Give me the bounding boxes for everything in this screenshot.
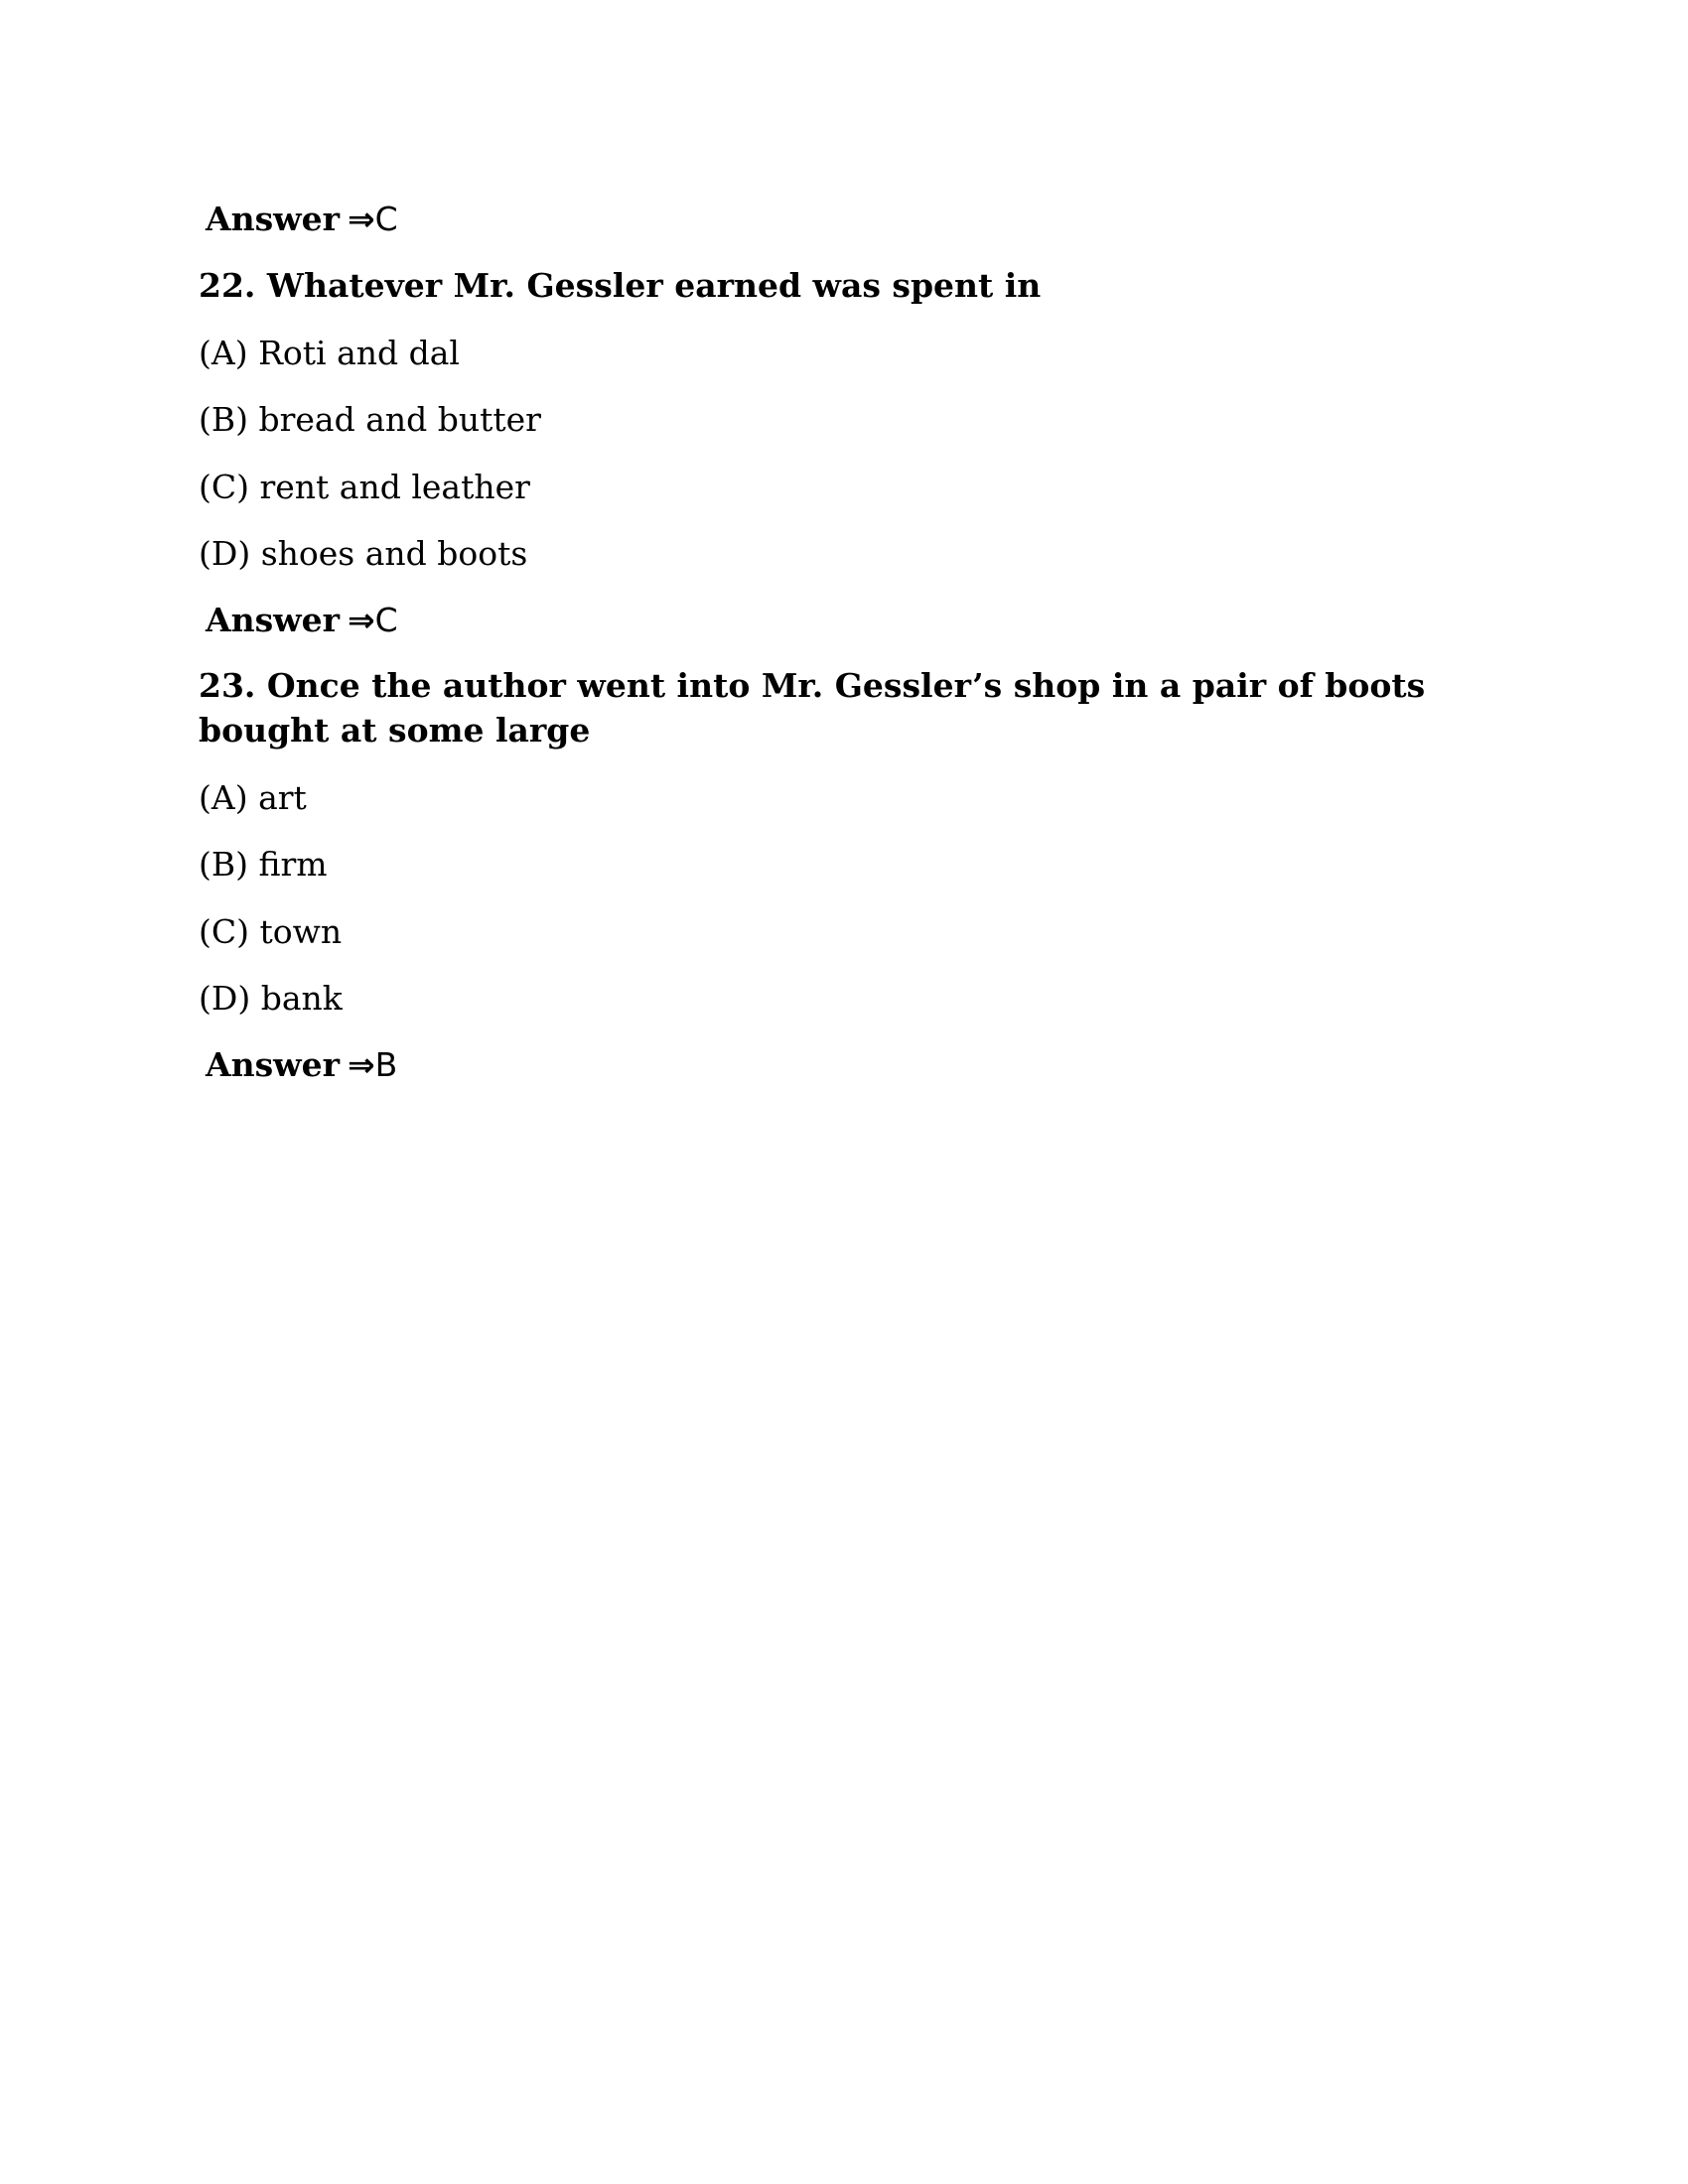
answer-label: Answer	[206, 601, 340, 639]
answer-23	[206, 1042, 397, 1087]
answer-label: Answer	[206, 200, 340, 238]
answer-label: Answer	[206, 1045, 340, 1084]
implies-arrow-icon: ⇒	[347, 601, 375, 639]
q23-option-a: (A) art	[199, 778, 307, 817]
question-23: 23. Once the author went into Mr. Gessler’s shop in a pair of boots bought at some large	[199, 666, 1426, 750]
q22-option-c: (C) rent and leather	[199, 468, 530, 506]
implies-arrow-icon: ⇒	[347, 1045, 375, 1084]
answer-value: C	[374, 601, 398, 639]
answer-22	[206, 598, 398, 642]
answer-value: B	[374, 1045, 398, 1084]
answer-21	[206, 197, 398, 241]
q22-option-d: (D) shoes and boots	[199, 534, 528, 573]
q23-option-b: (B) firm	[199, 845, 328, 884]
question-22: 22. Whatever Mr. Gessler earned was spent in	[199, 266, 1042, 305]
q22-option-a: (A) Roti and dal	[199, 334, 460, 372]
q23-option-c: (C) town	[199, 912, 343, 951]
answer-value: C	[374, 200, 398, 238]
q23-option-d: (D) bank	[199, 979, 343, 1018]
q22-option-b: (B) bread and butter	[199, 400, 541, 439]
implies-arrow-icon: ⇒	[347, 200, 375, 238]
